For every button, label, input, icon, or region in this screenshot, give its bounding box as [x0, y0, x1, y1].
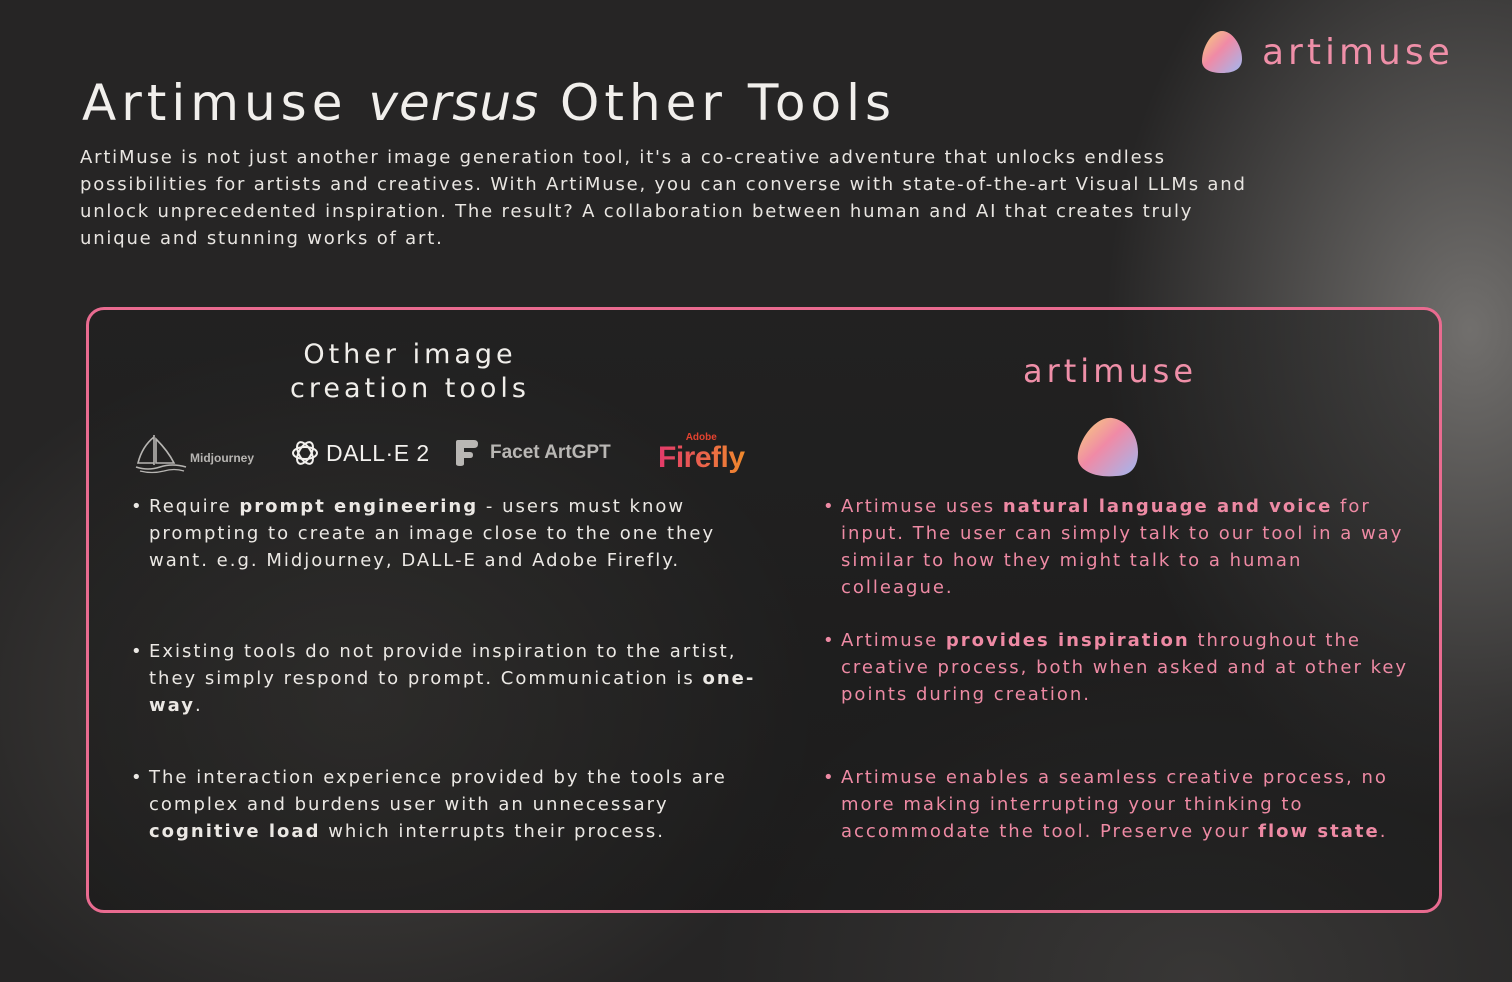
gradient-blob-icon	[1076, 416, 1140, 478]
facet-icon	[454, 438, 480, 468]
brand-name: artimuse	[1262, 31, 1454, 73]
openai-icon	[290, 438, 320, 468]
firefly-logo: Adobe Firefly	[658, 432, 745, 474]
title-versus: versus	[368, 74, 540, 132]
list-item: • The interaction experience provided by the tools are complex and burdens user with an unnecessary cognitive load which interrupts their process.	[131, 767, 727, 842]
title-part3: Other Tools	[559, 74, 897, 132]
list-item: • Artimuse provides inspiration throughout the creative process, both when asked and at other key points during creation.	[823, 630, 1409, 705]
other-tools-heading: Other image creation tools	[289, 339, 530, 404]
brand-logo	[1200, 28, 1454, 76]
page-title	[82, 74, 896, 132]
list-item: • Artimuse enables a seamless creative process, no more making interrupting your thinking to accommodate the tool. Preserve your flow state.	[823, 767, 1388, 842]
dalle-logo: DALL·E 2	[290, 428, 430, 478]
title-part1: Artimuse	[82, 74, 348, 132]
artimuse-heading: artimuse	[1022, 352, 1197, 390]
sailboat-icon	[134, 431, 188, 475]
midjourney-logo: Midjourney	[134, 428, 254, 478]
intro-paragraph: ArtiMuse is not just another image generation tool, it's a co-creative adventure that unlocks endless possibilities for artists and creatives. With ArtiMuse, you can converse with state-of-the-art Visual LLMs and unlock unprecedented inspiration. The result? A collaboration between human and AI that creates truly unique and stunning works of art.	[80, 147, 1247, 249]
facet-logo: Facet ArtGPT	[454, 428, 611, 478]
list-item: • Existing tools do not provide inspiration to the artist, they simply respond to prompt. Communication is one-way.	[131, 641, 756, 716]
list-item: • Artimuse uses natural language and voice for input. The user can simply talk to our tool in a way similar to how they might talk to a human colleague.	[823, 496, 1404, 598]
gradient-blob-icon	[1200, 29, 1244, 75]
competitor-logos	[134, 428, 754, 478]
list-item: • Require prompt engineering - users must know prompting to create an image close to the one they want. e.g. Midjourney, DALL-E and Adobe Firefly.	[131, 496, 716, 571]
